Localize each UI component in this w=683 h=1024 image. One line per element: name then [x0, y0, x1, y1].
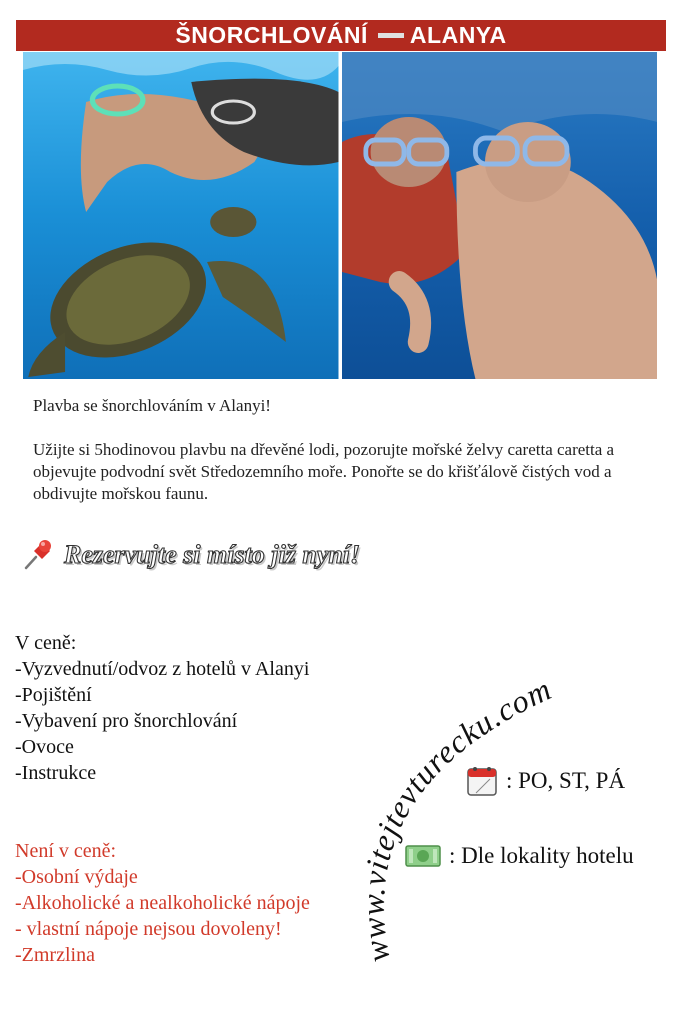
banner-title-right: ALANYA [409, 22, 507, 48]
included-list [15, 630, 309, 786]
list-item: -Instrukce [15, 762, 97, 784]
photo-turtle-snorkeler [23, 52, 339, 379]
website-url [355, 670, 557, 965]
pickup-text: : Dle lokality hotelu [449, 843, 634, 868]
banner-title-left: ŠNORCHLOVÁNÍ [175, 22, 368, 48]
title-banner [16, 20, 666, 51]
booking-callout [20, 537, 360, 573]
excluded-heading: Není v ceně: [15, 840, 117, 862]
schedule-text: : PO, ST, PÁ [506, 768, 626, 793]
money-icon [405, 843, 441, 869]
photo-strip [23, 52, 657, 379]
list-item: -Vyzvednutí/odvoz z hotelů v Alanyi [15, 658, 310, 680]
pushpin-icon [20, 537, 56, 573]
intro-headline: Plavba se šnorchlováním v Alanyi! [33, 396, 271, 415]
list-item: -Vybavení pro šnorchlování [15, 710, 238, 732]
intro-text [33, 395, 663, 527]
booking-callout-label: Rezervujte si místo již nyní! [64, 540, 361, 569]
calendar-icon [466, 765, 498, 797]
list-item: -Pojištění [15, 684, 92, 706]
excluded-list [15, 838, 315, 968]
website-arc [330, 660, 630, 980]
schedule-row [466, 765, 625, 797]
list-item: -Ovoce [15, 736, 74, 758]
intro-body: Užijte si 5hodinovou plavbu na dřevěné lodi, pozorujte mořské želvy caretta caretta a objevujte podvodní svět Středozemního moře. Ponořte se do křišťálově čistých vod a obdivujte mořskou faunu. [33, 440, 615, 503]
photo-two-snorkelers [342, 52, 658, 379]
list-item: -Alkoholické a nealkoholické nápoje - vlastní nápoje nejsou dovoleny! [15, 892, 310, 940]
list-item: -Osobní výdaje [15, 866, 138, 888]
banner-separator [378, 33, 404, 38]
website-url-path: www.vitejtevturecku.com [354, 670, 558, 966]
pickup-row [405, 843, 634, 869]
included-heading: V ceně: [15, 632, 77, 654]
list-item: -Zmrzlina [15, 944, 95, 966]
